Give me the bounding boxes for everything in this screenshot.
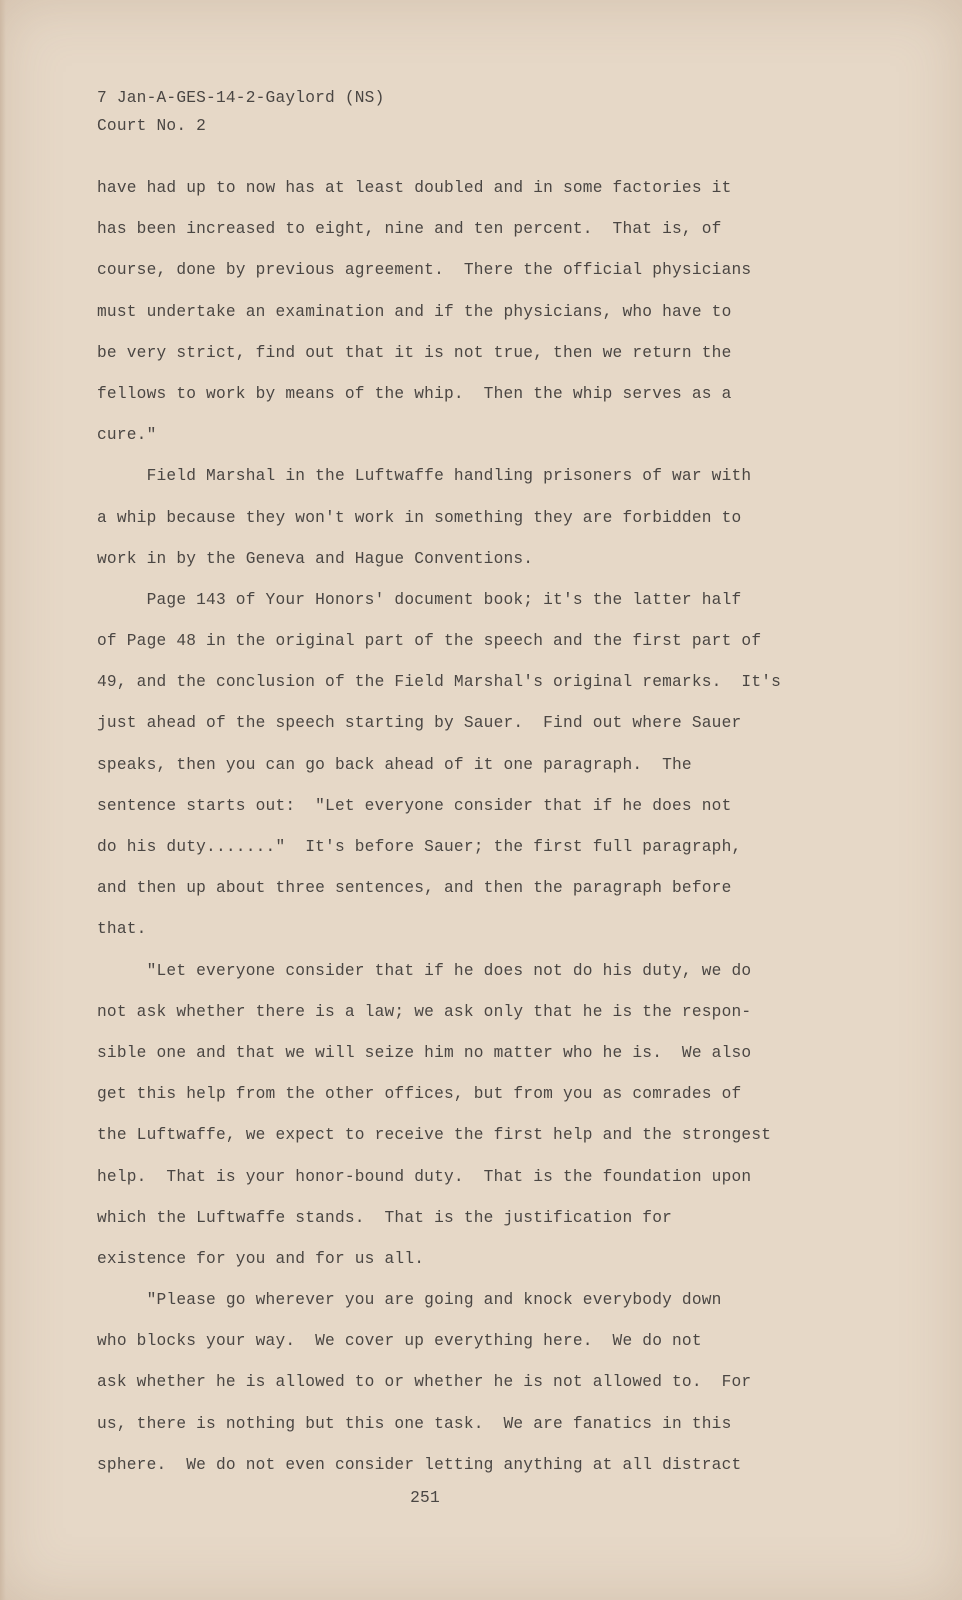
text-line: must undertake an examination and if the physicians, who have to xyxy=(97,302,732,321)
text-line: Field Marshal in the Luftwaffe handling prisoners of war with xyxy=(97,467,752,486)
text-line: who blocks your way. We cover up everything here. We do not xyxy=(97,1332,702,1351)
text-line: fellows to work by means of the whip. Then the whip serves as a xyxy=(97,384,732,403)
text-line: which the Luftwaffe stands. That is the justification for xyxy=(97,1208,673,1227)
text-line: be very strict, find out that it is not true, then we return the xyxy=(97,343,732,362)
text-line: help. That is your honor-bound duty. That is the foundation upon xyxy=(97,1167,752,1186)
text-line: not ask whether there is a law; we ask only that he is the respon- xyxy=(97,1002,752,1021)
header-line-docket: 7 Jan-A-GES-14-2-Gaylord (NS) xyxy=(97,89,385,107)
text-line: that. xyxy=(97,920,147,939)
text-line: 49, and the conclusion of the Field Marshal's original remarks. It's xyxy=(97,673,782,692)
text-line: have had up to now has at least doubled and in some factories it xyxy=(97,179,732,197)
text-line: sentence starts out: "Let everyone consider that if he does not xyxy=(97,796,732,815)
document-header xyxy=(97,84,385,140)
text-line: speaks, then you can go back ahead of it one paragraph. The xyxy=(97,755,692,774)
text-line: Page 143 of Your Honors' document book; it's the latter half xyxy=(97,590,742,609)
text-line: existence for you and for us all. xyxy=(97,1249,425,1268)
text-line: a whip because they won't work in something they are forbidden to xyxy=(97,508,742,527)
document-body xyxy=(97,168,817,1486)
text-line: ask whether he is allowed to or whether he is not allowed to. For xyxy=(97,1373,752,1392)
text-line: cure." xyxy=(97,426,157,445)
text-line: has been increased to eight, nine and ten percent. That is, of xyxy=(97,220,722,239)
text-line: course, done by previous agreement. There the official physicians xyxy=(97,261,752,280)
page-number: 251 xyxy=(410,1489,440,1507)
text-line: get this help from the other offices, but from you as comrades of xyxy=(97,1085,742,1104)
text-line: "Let everyone consider that if he does not do his duty, we do xyxy=(97,961,752,980)
header-line-court: Court No. 2 xyxy=(97,117,207,135)
text-line: the Luftwaffe, we expect to receive the first help and the strongest xyxy=(97,1126,772,1145)
text-line: do his duty......." It's before Sauer; the first full paragraph, xyxy=(97,838,742,856)
text-line: and then up about three sentences, and then the paragraph before xyxy=(97,879,732,898)
text-line: work in by the Geneva and Hague Conventions. xyxy=(97,549,534,568)
text-line: just ahead of the speech starting by Sauer. Find out where Sauer xyxy=(97,714,742,733)
text-line: "Please go wherever you are going and knock everybody down xyxy=(97,1291,722,1310)
text-line: of Page 48 in the original part of the speech and the first part of xyxy=(97,632,762,651)
text-line: sible one and that we will seize him no matter who he is. We also xyxy=(97,1043,752,1062)
text-line: sphere. We do not even consider letting anything at all distract xyxy=(97,1455,742,1474)
paper-edge-shadow xyxy=(0,0,6,1600)
text-line: us, there is nothing but this one task. We are fanatics in this xyxy=(97,1414,732,1433)
